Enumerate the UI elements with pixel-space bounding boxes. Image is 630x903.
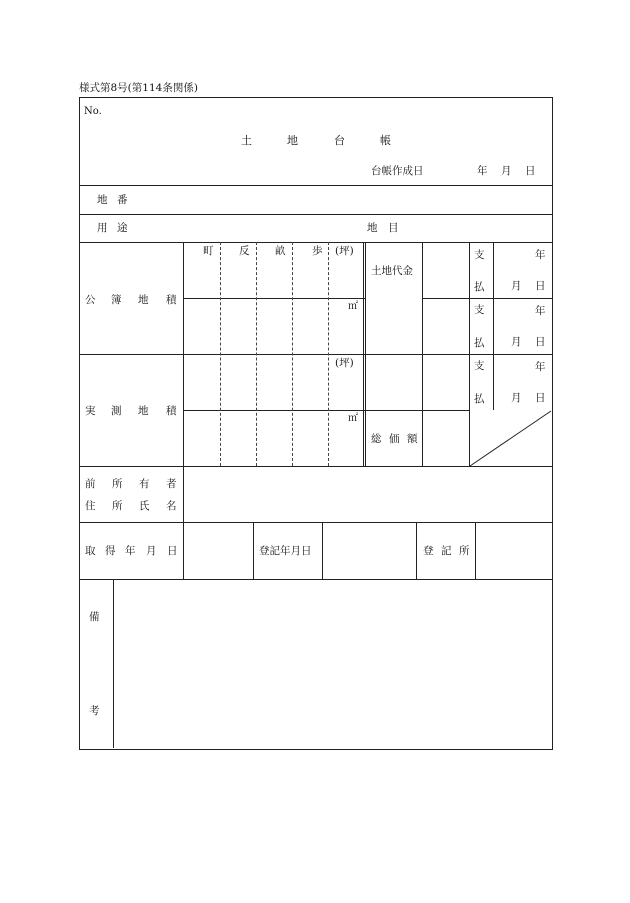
pay-3-harai: 払 (474, 393, 485, 405)
youto-char-1: 用 (97, 222, 108, 234)
acquire-char-3: 年 (125, 545, 136, 557)
reg-office-char-3: 所 (459, 545, 470, 557)
title-char-3: 台 (334, 134, 345, 147)
pay-2-year: 年 (535, 305, 546, 317)
owner2-char-4: 名 (166, 500, 177, 512)
land-price-label: 土地代金 (371, 265, 413, 277)
owner2-char-3: 氏 (139, 500, 150, 512)
created-month: 月 (501, 165, 512, 177)
acquire-char-5: 日 (167, 545, 178, 557)
acquire-char-2: 得 (105, 545, 116, 557)
koubo-char-2: 簿 (111, 294, 122, 306)
koubo-char-3: 地 (138, 294, 149, 306)
created-date-label: 台帳作成日 (371, 165, 424, 177)
pay-1-day: 日 (535, 280, 546, 292)
pay-1-shi: 支 (474, 249, 485, 261)
pay-3-day: 日 (535, 392, 546, 404)
chiban-char-2: 番 (117, 194, 128, 206)
diagonal-strike (469, 410, 552, 467)
created-day: 日 (525, 165, 536, 177)
owner2-char-1: 住 (85, 500, 96, 512)
chiban-char-1: 地 (97, 194, 108, 206)
pay-2-day: 日 (535, 336, 546, 348)
pay-2-harai: 払 (474, 337, 485, 349)
unit-se: 畝 (275, 245, 286, 257)
jissoku-char-4: 積 (166, 405, 177, 417)
chimoku-char-1: 地 (367, 222, 378, 234)
jissoku-char-2: 測 (111, 405, 122, 417)
pay-3-shi: 支 (474, 360, 485, 372)
pay-3-month: 月 (511, 392, 522, 404)
owner1-char-3: 有 (139, 478, 150, 490)
owner1-char-4: 者 (166, 478, 177, 490)
koubo-char-1: 公 (85, 294, 96, 306)
pay-1-harai: 払 (474, 281, 485, 293)
unit-cho: 町 (203, 245, 214, 257)
created-year: 年 (477, 165, 488, 177)
pay-1-year: 年 (535, 249, 546, 261)
total-char-2: 価 (389, 433, 400, 445)
pay-3-year: 年 (535, 361, 546, 373)
jissoku-char-3: 地 (138, 405, 149, 417)
total-char-3: 額 (407, 433, 418, 445)
title-char-1: 土 (241, 134, 252, 147)
jissoku-char-1: 実 (85, 405, 96, 417)
remarks-char-1: 備 (89, 611, 100, 623)
unit-tsubo-1: (坪) (335, 245, 354, 257)
unit-bu: 歩 (312, 245, 323, 257)
youto-char-2: 途 (117, 222, 128, 234)
registration-date-label: 登記年月日 (259, 545, 312, 557)
total-char-1: 総 (371, 433, 382, 445)
unit-tan: 反 (239, 245, 250, 257)
unit-tsubo-2: (坪) (335, 357, 354, 369)
pay-1-month: 月 (511, 280, 522, 292)
remarks-char-2: 考 (89, 705, 100, 717)
owner1-char-1: 前 (85, 478, 96, 490)
acquire-char-1: 取 (85, 545, 96, 557)
number-label: No. (84, 106, 102, 117)
unit-sqm-1: ㎡ (348, 301, 358, 312)
owner1-char-2: 所 (112, 478, 123, 490)
koubo-char-4: 積 (166, 294, 177, 306)
unit-sqm-2: ㎡ (348, 413, 358, 424)
form-number-label: 様式第8号(第114条関係) (79, 82, 198, 94)
reg-office-char-1: 登 (423, 545, 434, 557)
reg-office-char-2: 記 (441, 545, 452, 557)
pay-2-shi: 支 (474, 304, 485, 316)
pay-2-month: 月 (511, 336, 522, 348)
owner2-char-2: 所 (112, 500, 123, 512)
chimoku-char-2: 目 (388, 222, 399, 234)
title-char-4: 帳 (380, 134, 391, 147)
title-char-2: 地 (287, 134, 298, 147)
acquire-char-4: 月 (146, 545, 157, 557)
